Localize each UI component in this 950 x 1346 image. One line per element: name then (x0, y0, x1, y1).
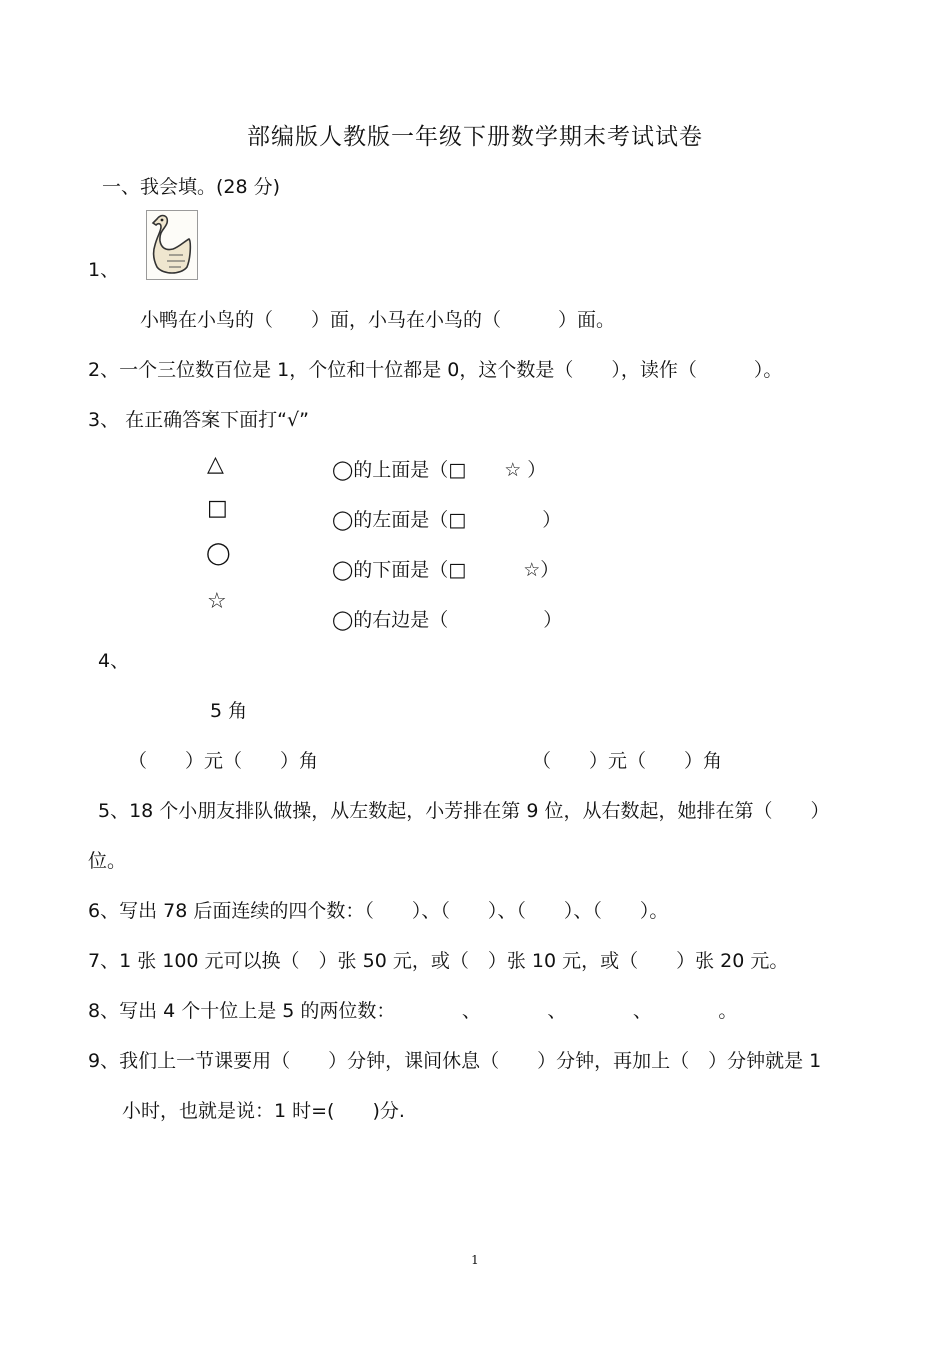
q8-text: 8、写出 4 个十位上是 5 的两位数： 、 、 、 。 (88, 1000, 738, 1022)
q3-intro: 3、 在正确答案下面打“√” (88, 409, 309, 431)
q2-text: 2、一个三位数百位是 1，个位和十位都是 0，这个数是（ ），读作（ ）。 (88, 359, 783, 381)
page-title: 部编版人教版一年级下册数学期末考试试卷 (247, 124, 703, 150)
square-icon: □ (207, 496, 228, 521)
q9-line2: 小时，也就是说：1 时=( )分. (122, 1100, 405, 1122)
star-icon: ☆ (207, 589, 227, 614)
q4-number: 4、 (98, 650, 130, 672)
q9-line1: 9、我们上一节课要用（ ）分钟，课间休息（ ）分钟，再加上（ ）分钟就是 1 (88, 1050, 822, 1072)
q5-line1: 5、18 个小朋友排队做操，从左数起，小芳排在第 9 位，从右数起，她排在第（ ） (98, 800, 830, 822)
section-heading: 一、我会填。(28 分) (102, 176, 281, 198)
q4-blank-left: （ ）元（ ）角 (128, 750, 319, 772)
triangle-icon: △ (207, 452, 224, 477)
page-number: 1 (471, 1253, 479, 1267)
q1-text: 小鸭在小鸟的（ ）面，小马在小鸟的（ ）面。 (140, 309, 616, 331)
q1-number: 1、 (88, 259, 120, 281)
q7-text: 7、1 张 100 元可以换（ ）张 50 元，或（ ）张 10 元，或（ ）张 20 元。 (88, 950, 789, 972)
q6-text: 6、写出 78 后面连续的四个数：（ ）、（ ）、（ ）、（ ）。 (88, 900, 669, 922)
q3-line-above: ◯的上面是（□ ☆ ） (332, 459, 547, 481)
swan-icon (147, 211, 197, 279)
circle-icon: ◯ (206, 541, 231, 566)
q5-line2: 位。 (88, 850, 127, 872)
q3-line-below: ◯的下面是（□ ☆） (332, 559, 560, 581)
q3-line-left: ◯的左面是（□ ） (332, 509, 562, 531)
swan-image (146, 210, 198, 280)
q4-blank-right: （ ）元（ ）角 (532, 750, 723, 772)
q4-amount-label: 5 角 (210, 700, 248, 722)
q3-line-right: ◯的右边是（ ） (332, 609, 563, 631)
